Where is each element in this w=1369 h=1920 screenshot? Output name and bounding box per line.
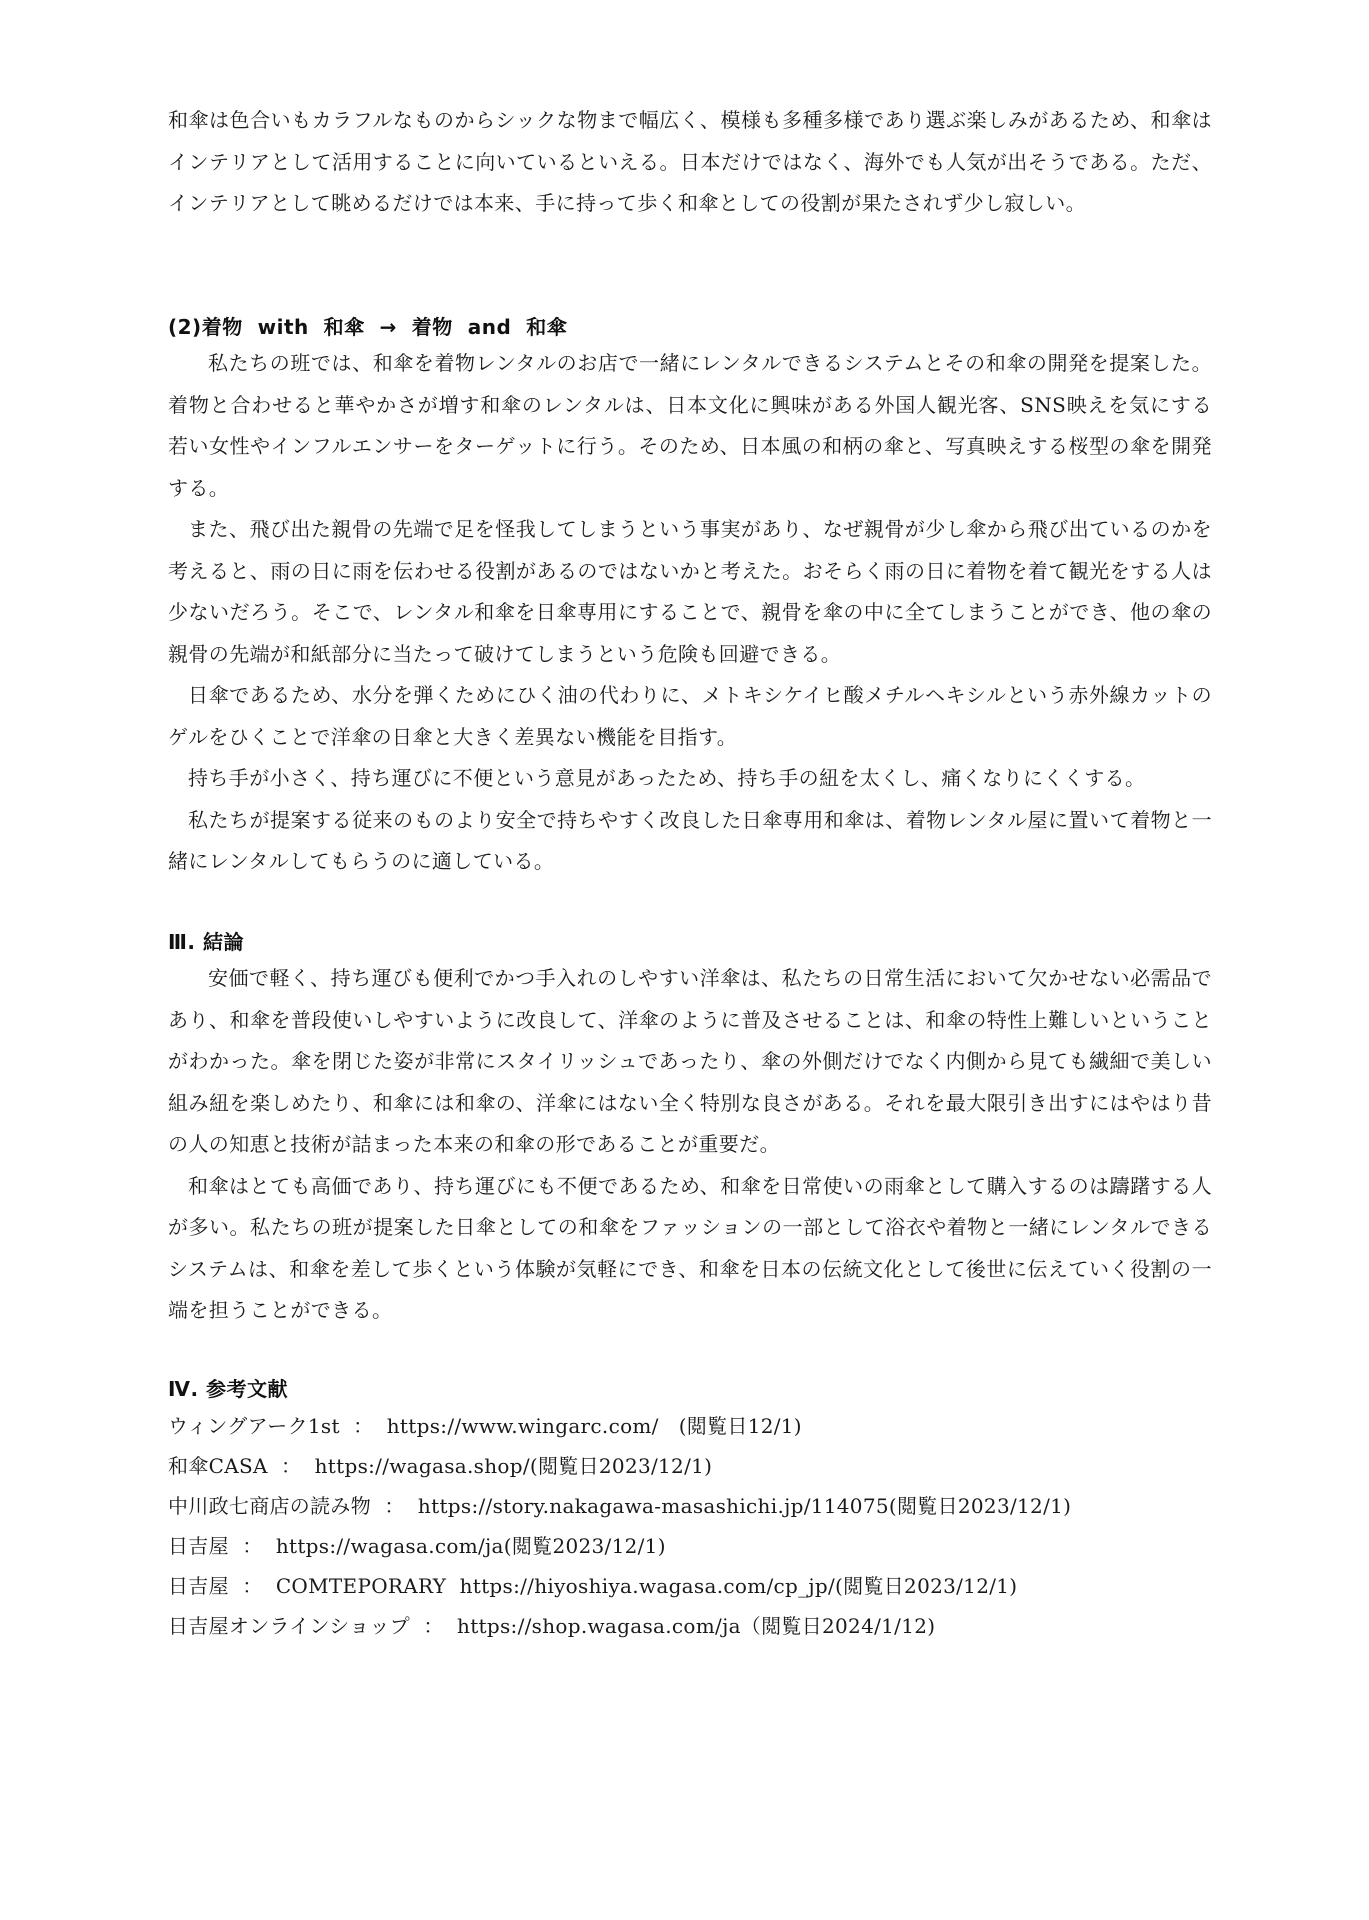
- section-4-heading: Ⅳ. 参考文献: [168, 1377, 289, 1401]
- intro-paragraph: 和傘は色合いもカラフルなものからシックな物まで幅広く、模様も多種多様であり選ぶ楽しみがあるため、和傘はインテリアとして活用することに向いているといえる。日本だけではなく、海外でも人気が出そうである。ただ、インテリアとして眺めるだけでは本来、手に持って歩く和傘としての役割が果たされず少し寂しい。: [168, 108, 1212, 215]
- section-3-paragraph: 和傘はとても高価であり、持ち運びにも不便であるため、和傘を日常使いの雨傘として購入するのは躊躇する人が多い。私たちの班が提案した日傘としての和傘をファッションの一部として浴衣や着物と一緒にレンタルできるシステムは、和傘を差して歩くという体験が気軽にでき、和傘を日本の伝統文化として後世に伝えていく役割の一端を担うことができる。: [168, 1173, 1212, 1322]
- section-3-paragraph: 安価で軽く、持ち運びも便利でかつ手入れのしやすい洋傘は、私たちの日常生活において欠かせない必需品であり、和傘を普段使いしやすいように改良して、洋傘のように普及させることは、和傘の特性上難しいということがわかった。傘を閉じた姿が非常にスタイリッシュであったり、傘の外側だけでなく内側から見ても繊細で美しい組み紐を楽しめたり、和傘には和傘の、洋傘にはない全く特別な良さがある。それを最大限引き出すにはやはり昔の人の知恵と技術が詰まった本来の和傘の形であることが重要だ。: [168, 966, 1212, 1156]
- section-2-paragraph: 私たちの班では、和傘を着物レンタルのお店で一緒にレンタルできるシステムとその和傘の開発を提案した。着物と合わせると華やかさが増す和傘のレンタルは、日本文化に興味がある外国人観光客、SNS映えを気にする若い女性やインフルエンサーをターゲットに行う。そのため、日本風の和柄の傘と、写真映えする桜型の傘を開発する。: [168, 351, 1212, 500]
- reference-item: 日吉屋オンラインショップ ： https://shop.wagasa.com/ja（閲覧日2024/1/12): [168, 1614, 936, 1638]
- reference-item: 日吉屋 ： https://wagasa.com/ja(閲覧2023/12/1): [168, 1534, 666, 1558]
- reference-item: 日吉屋 ： COMTEPORARY https://hiyoshiya.wagasa.com/cp_jp/(閲覧日2023/12/1): [168, 1574, 1018, 1598]
- reference-item: ウィングアーク1st ： https://www.wingarc.com/ (閲覧日12/1): [168, 1414, 802, 1438]
- section-2-paragraph: また、飛び出た親骨の先端で足を怪我してしまうという事実があり、なぜ親骨が少し傘から飛び出ているのかを考えると、雨の日に雨を伝わせる役割があるのではないかと考えた。おそらく雨の日に着物を着て観光をする人は少ないだろう。そこで、レンタル和傘を日傘専用にすることで、親骨を傘の中に全てしまうことができ、他の傘の親骨の先端が和紙部分に当たって破けてしまうという危険も回避できる。: [168, 517, 1212, 666]
- reference-list: [168, 1406, 1212, 1646]
- section-2-paragraph: 日傘であるため、水分を弾くためにひく油の代わりに、メトキシケイヒ酸メチルヘキシルという赤外線カットのゲルをひくことで洋傘の日傘と大きく差異ない機能を目指す。: [168, 683, 1212, 749]
- section-3-heading: Ⅲ. 結論: [168, 930, 244, 954]
- reference-item: 中川政七商店の読み物 ： https://story.nakagawa-masashichi.jp/114075(閲覧日2023/12/1): [168, 1494, 1072, 1518]
- section-2-paragraph: 持ち手が小さく、持ち運びに不便という意見があったため、持ち手の紐を太くし、痛くなりにくくする。: [188, 766, 1146, 790]
- reference-item: 和傘CASA ： https://wagasa.shop/(閲覧日2023/12/1): [168, 1454, 713, 1478]
- section-2-paragraph: 私たちが提案する従来のものより安全で持ちやすく改良した日傘専用和傘は、着物レンタル屋に置いて着物と一緒にレンタルしてもらうのに適している。: [168, 807, 1212, 873]
- intro-section: [168, 100, 1212, 225]
- section-2-heading: (2)着物 with 和傘 → 着物 and 和傘: [168, 315, 568, 339]
- section-2-body: [168, 343, 1212, 883]
- section-3-body: [168, 958, 1212, 1332]
